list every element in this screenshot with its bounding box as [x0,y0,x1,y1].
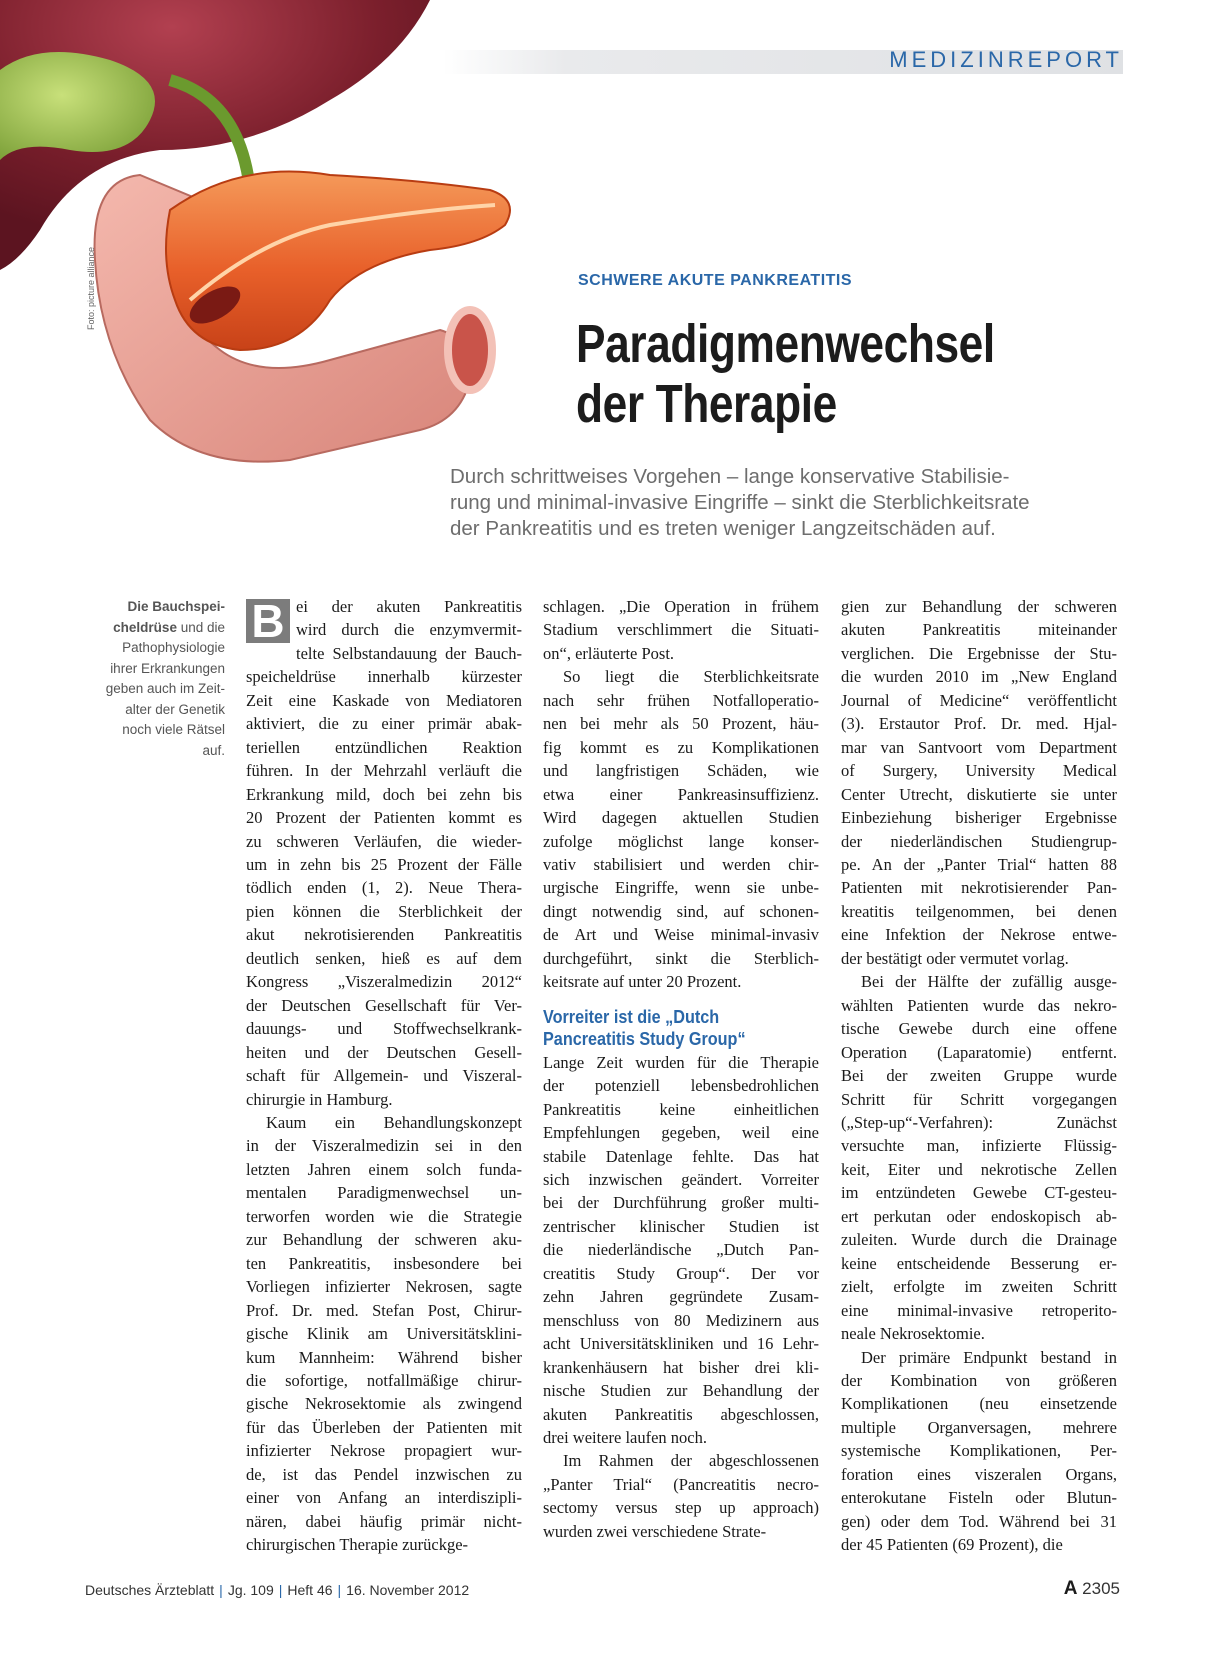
lead-line: rung und minimal-invasive Eingriffe – sinkt die Sterblichkeitsrate [450,491,1030,514]
text-line: krankenhäusern hat bisher drei kli- [543,1357,819,1377]
text-line: deutlich senken, hieß es auf dem [246,948,522,968]
text-line: (3). Erstautor Prof. Dr. med. Hjal- [841,714,1117,734]
text-line: etwa einer Pankreasinsuffizienz. [543,784,819,804]
text-line: gien zur Behandlung der schweren [841,597,1117,616]
article-lead [450,464,1110,542]
text-line: und langfristigen Schäden, wie [543,761,819,781]
text-line: nen bei mehr als 50 Prozent, häu- [543,714,819,734]
caption-line: Die Bauchspei- [127,599,225,614]
text-line: führen. In der Mehrzahl verläuft die [246,761,522,781]
lead-line: der Pankreatitis und es treten weniger Langzeitschäden auf. [450,517,996,540]
text-line: akut nekrotisierenden Pankreatitis [246,925,522,945]
text-line: durchgeführt, sinkt die Sterblich- [543,948,819,968]
volume: Jg. 109 [227,1582,274,1598]
text-line: zu schweren Verläufen, die wieder- [246,831,522,851]
text-line: „Panter Trial“ (Pancreatitis necro- [543,1474,819,1494]
text-line: Empfehlungen gegeben, weil eine [543,1123,819,1143]
text-line: neale Nekrosektomie. [841,1324,985,1344]
text-line: fig kommt es zu Komplikationen [543,737,819,757]
text-line: creatitis Study Group“. Der vor [543,1263,819,1283]
column-2-text-a [543,595,819,994]
text-line: gen) oder dem Tod. Während bei 31 [841,1511,1117,1531]
caption-line: ihrer Erkrankungen [110,660,225,676]
text-line: ert perkutan oder endoskopisch ab- [841,1206,1117,1226]
text-line: menschluss von 80 Medizinern aus [543,1310,819,1330]
issue-date: 16. November 2012 [346,1582,470,1598]
headline-line: Paradigmenwechsel [576,314,995,374]
footer-separator: | [219,1582,223,1598]
footer-separator: | [337,1582,342,1598]
text-line: stabile Datenlage fehlte. Das hat [543,1146,819,1166]
text-line: zielt, erfolgte im zweiten Schritt [841,1277,1117,1297]
text-line: keitsrate auf unter 20 Prozent. [543,972,742,992]
text-line: Center Utrecht, diskutierte sie unter [841,784,1117,804]
text-line: of Surgery, University Medical [841,761,1117,781]
text-line: dauungs- und Stoffwechselkrank- [246,1019,522,1039]
column-1-text [246,595,522,1557]
text-line: speicheldrüse innerhalb kürzester [246,667,522,687]
article-column-1 [246,595,522,1557]
text-line: der Deutschen Gesellschaft für Ver- [246,995,522,1015]
text-line: um in zehn bis 25 Prozent der Fälle [246,854,522,874]
text-line: akuten Pankreatitis abgeschlossen, [543,1404,819,1424]
text-line: 20 Prozent der Patienten kommt es [246,808,522,828]
text-line: systemische Komplikationen, Per- [841,1441,1117,1461]
text-line: pien können die Sterblichkeit der [246,901,522,921]
text-line: on“, erläuterte Post. [543,643,675,663]
text-line: Wird dagegen aktuellen Studien [543,808,819,828]
text-line: tödlich enden (1, 2). Neue Thera- [246,878,522,898]
text-line: kum Mannheim: Während bisher [246,1347,522,1367]
text-line: gische Klinik am Universitätsklini- [246,1324,522,1344]
text-line: Pankreatitis keine einheitlichen [543,1099,819,1119]
text-line: nach sehr frühen Notfalloperatio- [543,690,819,710]
text-line: der 45 Patienten (69 Prozent), die [841,1535,1063,1555]
article-column-3 [841,595,1117,1557]
intestine-opening [448,310,492,390]
text-line: schlagen. „Die Operation in frühem [543,597,819,616]
text-line: So liegt die Sterblichkeitsrate [563,667,819,687]
text-line: zufolge möglichst lange konser- [543,831,819,851]
text-line: foration eines viszeralen Organs, [841,1464,1117,1484]
journal-name: Deutsches Ärzteblatt [85,1582,215,1598]
issue: Heft 46 [287,1582,333,1598]
text-line: pe. An der „Panter Trial“ hatten 88 [841,854,1117,874]
text-line: eine Infektion der Nekrose entwe- [841,925,1117,945]
text-line: wählten Patienten wurde das nekro- [841,995,1117,1015]
text-line: für das Überleben der Patienten mit [246,1417,522,1437]
caption-line: geben auch im Zeit- [105,681,225,696]
text-line: chirurgie in Hamburg. [246,1089,393,1109]
text-line: wurden zwei verschiedene Strate- [543,1521,767,1541]
text-line: verglichen. Die Ergebnisse der Stu- [841,643,1117,663]
text-line: Patienten mit nekrotisierender Pan- [841,878,1117,898]
text-line: die niederländische „Dutch Pan- [543,1240,819,1260]
pancreas-illustration [0,0,560,530]
text-line: wird durch die enzymvermit- [296,620,522,640]
text-line: in der Viszeralmedizin sei in den [246,1136,522,1156]
caption-line: alter der Genetik [125,701,225,717]
text-line: Bei der Hälfte der zufällig ausge- [861,972,1117,992]
text-line: Schritt für Schritt vorgegangen [841,1089,1117,1109]
text-line: akuten Pankreatitis miteinander [841,620,1117,640]
text-line: heiten und der Deutschen Gesell- [246,1042,522,1062]
text-line: terworfen worden wie die Strategie [246,1206,522,1226]
text-line: Zeit eine Kaskade von Mediatoren [246,690,522,710]
text-line: sich inzwischen geändert. Vorreiter [543,1169,819,1189]
page-prefix: A [1063,1578,1078,1599]
text-line: Bei der zweiten Gruppe wurde [841,1066,1117,1086]
text-line: der Kombination von größeren [841,1370,1117,1390]
text-line: im entzündeten Gewebe CT-gesteu- [841,1183,1117,1203]
text-line: Prof. Dr. med. Stefan Post, Chirur- [246,1300,522,1320]
text-line: urgische Eingriffe, wenn sie unbe- [543,878,819,898]
text-line: dingt notwendig sind, auf schonen- [543,901,819,921]
subhead-line: Pancreatitis Study Group“ [543,1028,746,1049]
text-line: zuleiten. Wurde durch die Drainage [841,1230,1117,1250]
text-line: sectomy versus step up approach) [543,1498,819,1518]
image-caption [85,597,225,761]
text-line: zehn Jahren gegründete Zusam- [543,1287,819,1307]
text-line: Operation (Laparatomie) entfernt. [841,1042,1117,1062]
text-line: Komplikationen (neu einsetzende [841,1394,1117,1414]
text-line: keine entscheidende Besserung er- [841,1253,1117,1273]
text-line: Kaum ein Behandlungskonzept [266,1112,522,1132]
text-line: versuchte man, infizierte Flüssig- [841,1136,1117,1156]
text-line: bei der Durchführung großer multi- [543,1193,819,1213]
text-line: teriellen entzündlichen Reaktion [246,737,522,757]
text-line: Stadium verschlimmert die Situati- [543,620,819,640]
text-line: telte Selbstandauung der Bauch- [296,643,522,663]
text-line: Journal of Medicine“ veröffentlicht [841,690,1117,710]
article-kicker: SCHWERE AKUTE PANKREATITIS [578,272,853,289]
text-line: enterokutane Fisteln oder Blutun- [841,1488,1117,1508]
text-line: nische Studien zur Behandlung der [543,1381,819,1401]
caption-line: Pathophysiologie [122,640,225,655]
text-line: Vorliegen infizierter Nekrosen, sagte [246,1277,522,1297]
caption-line: auf. [202,742,225,758]
text-line: einer von Anfang an interdiszipli- [246,1488,522,1508]
lead-line: Durch schrittweises Vorgehen – lange konservative Stabilisie- [450,465,1010,488]
text-line: aktiviert, die zu einer primär abak- [246,714,522,734]
text-line: letzten Jahren einem solch funda- [246,1159,522,1179]
photo-credit: Foto: picture alliance [86,246,96,330]
text-line: Lange Zeit wurden für die Therapie [543,1052,819,1072]
text-line: de, ist das Pendel inzwischen zu [246,1464,522,1484]
footer-separator: | [278,1582,283,1598]
text-line: drei weitere laufen noch. [543,1427,708,1447]
text-line: schaft für Allgemein- und Viszeral- [246,1066,522,1086]
text-line: die sofortige, notfallmäßige chirur- [246,1370,522,1390]
text-line: ten Pankreatitis, insbesondere bei [246,1253,522,1273]
page-number-value: 2305 [1082,1579,1120,1598]
text-line: gische Nekrosektomie als zwingend [246,1394,522,1414]
text-line: nären, dabei häufig primär nicht- [246,1511,522,1531]
section-subheading [543,1006,791,1050]
text-line: Der primäre Endpunkt bestand in [861,1347,1117,1367]
text-line: Einbeziehung bisheriger Ergebnisse [841,808,1117,828]
article-column-2 [543,595,819,1543]
text-line: zentrischer klinischer Studien ist [543,1216,819,1236]
text-line: tische Gewebe durch eine offene [841,1019,1117,1039]
headline-line: der Therapie [576,374,837,434]
page-number [1064,1578,1120,1600]
text-line: Im Rahmen der abgeschlossenen [563,1451,819,1471]
text-line: keit, Eiter und nekrotische Zellen [841,1159,1117,1179]
column-3-text [841,595,1117,1557]
text-line: zur Behandlung der schweren aku- [246,1230,522,1250]
text-line: Erkrankung mild, doch bei zehn bis [246,784,522,804]
text-line: de Art und Weise minimal-invasiv [543,925,819,945]
page-footer [85,1582,469,1598]
text-line: die wurden 2010 im „New England [841,667,1117,687]
text-line: infizierter Nekrose propagiert wur- [246,1441,522,1461]
text-line: ei der akuten Pankreatitis [296,597,522,616]
text-line: chirurgischen Therapie zurückge- [246,1535,469,1555]
section-label: MEDIZINREPORT [889,47,1123,72]
text-line: Kongress „Viszeralmedizin 2012“ [246,972,522,992]
dropcap: B [246,599,290,643]
caption-line: noch viele Rätsel [122,722,225,737]
text-line: der bestätigt oder vermutet vorlag. [841,948,1069,968]
article-headline [576,314,1035,434]
text-line: der potenziell lebensbedrohlichen [543,1076,819,1096]
text-line: multiple Organversagen, mehrere [841,1417,1117,1437]
text-line: der niederländischen Studiengrup- [841,831,1117,851]
text-line: acht Universitätskliniken und 16 Lehr- [543,1334,819,1354]
caption-line: cheldrüse und die [113,619,225,635]
text-line: kreatitis teilgenommen, bei denen [841,901,1117,921]
text-line: mentalen Paradigmenwechsel un- [246,1183,522,1203]
column-2-text-b [543,1051,819,1544]
subhead-line: Vorreiter ist die „Dutch [543,1006,720,1027]
text-line: vativ stabilisiert und werden chir- [543,854,819,874]
text-line: („Step-up“-Verfahren): Zunächst [841,1112,1117,1132]
text-line: eine minimal-invasive retroperito- [841,1300,1117,1320]
text-line: mar van Santvoort vom Department [841,737,1117,757]
